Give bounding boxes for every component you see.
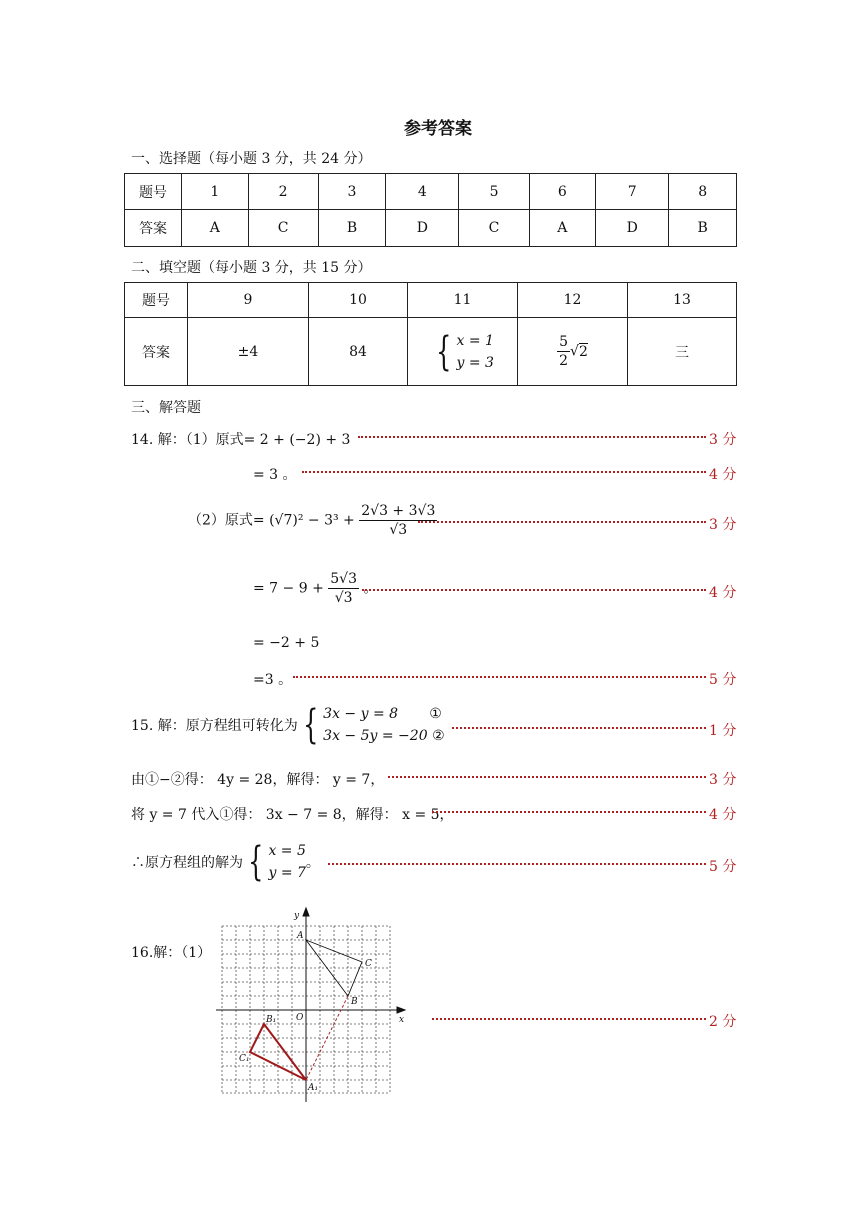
solution-y: y = 7 [268, 865, 306, 881]
q16-line1: 16.解：（1） [131, 945, 212, 961]
dotted-leader [328, 863, 706, 865]
dotted-leader [432, 811, 706, 813]
equation-mark: ① [429, 706, 442, 722]
page-title: 参考答案 [404, 119, 472, 139]
solution-x: x = 5 [268, 843, 306, 859]
q15-prefix: 15. 解：原方程组可转化为 [131, 718, 298, 734]
origin-label: O [296, 1013, 304, 1023]
numerator: 2√3 + 3√3 [361, 503, 436, 519]
question-number: 1 [182, 174, 249, 210]
q15-line2: 由①−②得： 4y = 28，解得： y = 7， [131, 772, 385, 788]
numerator: 5 [559, 334, 569, 350]
q14-line1: 14. 解：（1）原式= 2 + (−2) + 3 [131, 432, 351, 448]
answer-cell: A [529, 210, 596, 247]
section3-heading: 三、解答题 [131, 400, 201, 416]
answer-cell: C [248, 210, 318, 247]
expr-prefix: = 7 − 9 + [253, 580, 324, 597]
answer-cell: D [596, 210, 669, 247]
q15-line3: 将 y = 7 代入①得： 3x − 7 = 8，解得： x = 5， [131, 807, 454, 823]
question-number: 3 [318, 174, 386, 210]
choice-answer-table [124, 173, 737, 247]
question-number: 12 [518, 283, 628, 318]
denominator: 2 [559, 353, 569, 369]
system-equation: y = 3 [456, 354, 494, 371]
answer-cell: 三 [628, 318, 737, 386]
answer-cell: 84 [309, 318, 408, 386]
dashed-connector [306, 996, 348, 1080]
brace: { [302, 702, 319, 748]
expr-suffix: 。 [305, 855, 320, 871]
question-number: 11 [408, 283, 518, 318]
answer-cell: B [669, 210, 737, 247]
point-a1-label: A₁ [308, 1083, 319, 1093]
question-number: 8 [669, 174, 737, 210]
score-mark: 4 分 [709, 807, 737, 823]
answer-cell: A [182, 210, 249, 247]
q15-line1 [131, 703, 445, 747]
question-number: 5 [459, 174, 529, 210]
denominator: √3 [389, 522, 408, 538]
point-c1-label: C₁ [239, 1054, 250, 1064]
point-b1-label: B₁ [266, 1015, 277, 1025]
score-mark: 5 分 [709, 672, 737, 688]
row-label: 答案 [125, 318, 188, 386]
question-number: 6 [529, 174, 596, 210]
row-label: 题号 [125, 283, 188, 318]
answer-cell: ±4 [188, 318, 309, 386]
score-mark: 2 分 [709, 1014, 737, 1030]
brace: { [248, 839, 264, 885]
dotted-leader [362, 589, 706, 591]
point-a-label: A [297, 931, 304, 941]
expr: (√7)² − 3³ + [269, 512, 355, 529]
denominator: √3 [334, 590, 353, 606]
q15-conclusion: ∴原方程组的解为 [131, 855, 243, 871]
coordinate-grid-figure [210, 905, 415, 1105]
score-mark: 3 分 [709, 432, 737, 448]
axes [216, 908, 405, 1102]
score-mark: 3 分 [709, 772, 737, 788]
question-number: 13 [628, 283, 737, 318]
answer-cell [408, 318, 518, 386]
section1-heading: 一、选择题（每小题 3 分，共 24 分） [131, 151, 372, 167]
radicand: 2 [578, 343, 588, 360]
dotted-leader [302, 471, 706, 473]
point-c-label: C [365, 959, 372, 969]
dotted-leader [452, 727, 706, 729]
q14-line5: = −2 + 5 [253, 635, 320, 651]
score-mark: 1 分 [709, 723, 737, 739]
question-number: 9 [188, 283, 309, 318]
score-mark: 4 分 [709, 467, 737, 483]
dotted-leader [418, 521, 706, 523]
score-mark: 4 分 [709, 585, 737, 601]
section2-heading: 二、填空题（每小题 3 分，共 15 分） [131, 260, 372, 276]
x-axis-label: x [399, 1015, 405, 1025]
equation-2: 3x − 5y = −20 [323, 728, 428, 744]
question-number: 10 [309, 283, 408, 318]
answer-cell: D [386, 210, 459, 247]
dotted-leader [358, 436, 706, 438]
row-label: 答案 [125, 210, 182, 247]
point-b-label: B [351, 997, 358, 1007]
y-axis-label: y [294, 911, 300, 921]
dotted-leader [432, 1018, 706, 1020]
dotted-leader [293, 676, 706, 678]
q14-line4 [253, 570, 377, 607]
q15-line4 [131, 840, 320, 884]
expr-prefix: （2）原式= [188, 512, 265, 529]
question-number: 4 [386, 174, 459, 210]
brace: { [436, 328, 452, 375]
answer-cell: $\frac{5}{2}$ √2 [518, 318, 628, 386]
dotted-leader [388, 776, 706, 778]
expr-suffix: 。 [363, 580, 378, 597]
score-mark: 3 分 [709, 517, 737, 533]
fill-answer-table [124, 282, 737, 386]
system-equation: x = 1 [456, 332, 494, 349]
fraction [328, 570, 359, 607]
numerator: 5√3 [330, 571, 358, 587]
fraction [557, 333, 570, 370]
question-number: 7 [596, 174, 669, 210]
q14-line2: = 3 。 [253, 467, 297, 483]
answer-cell: B [318, 210, 386, 247]
row-label: 题号 [125, 174, 182, 210]
q14-line6: =3 。 [253, 672, 293, 688]
question-number: 2 [248, 174, 318, 210]
equation-1: 3x − y = 8 [323, 706, 399, 722]
score-mark: 5 分 [709, 859, 737, 875]
answer-cell: C [459, 210, 529, 247]
equation-mark: ② [432, 728, 445, 744]
q14-line3 [188, 502, 437, 539]
